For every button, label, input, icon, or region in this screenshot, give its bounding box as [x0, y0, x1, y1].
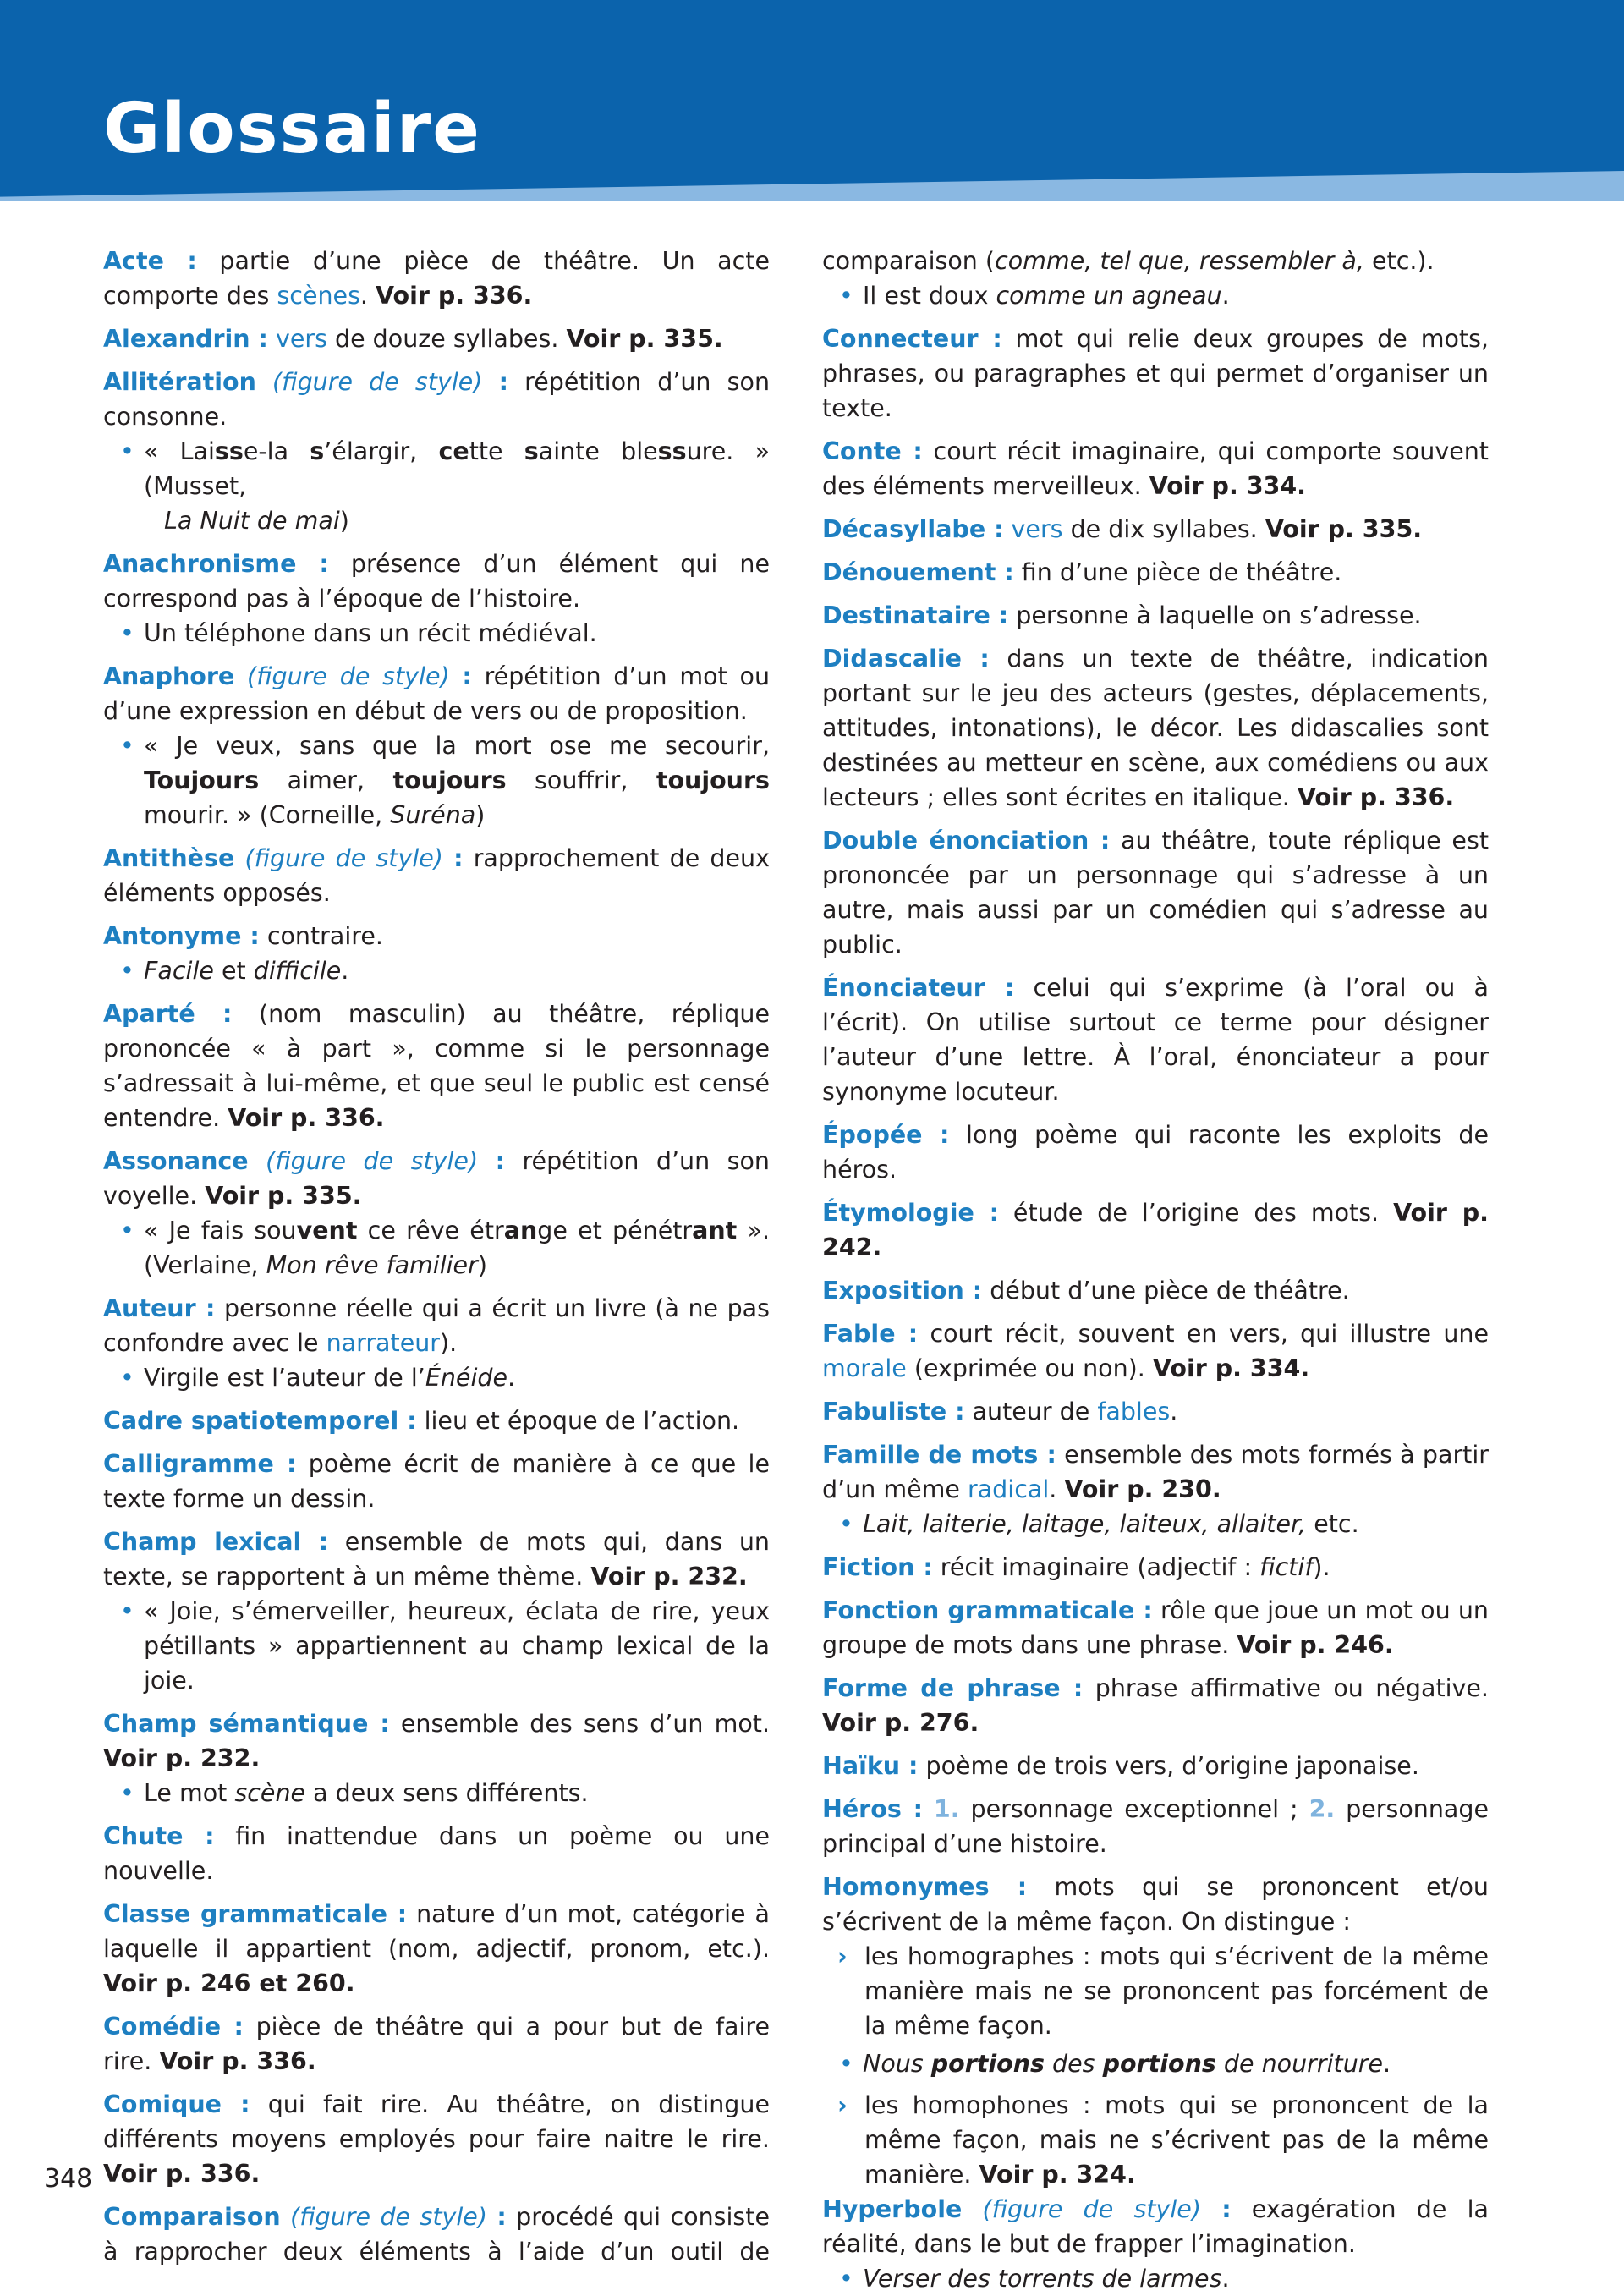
entry-text: nature d’un mot, catégorie à laquelle il appartient (nom, adjectif, pronom, etc.). [103, 1900, 770, 1963]
entry-text: lieu et époque de l’action. [416, 1407, 740, 1435]
entry-term: Calligramme : [103, 1450, 297, 1478]
example-text: e-la [243, 437, 310, 465]
example-italic: difficile [253, 957, 342, 985]
entry-text: personne réelle qui a écrit un livre (à ne pas confondre avec le [103, 1294, 770, 1357]
entry-text: ensemble de mots qui, dans un texte, se rapportent à un même thème. [103, 1528, 770, 1590]
page-ref: Voir p. 336. [376, 282, 533, 310]
entry-term: Assonance [103, 1147, 249, 1175]
entry-auteur [103, 1291, 770, 1360]
entry-note: (figure de style) [244, 844, 443, 872]
entry-colon: : [495, 1147, 505, 1175]
entry-text: personnage exceptionnel ; [959, 1795, 1309, 1823]
example-bold: s [524, 437, 539, 465]
cross-ref-link[interactable]: fables [1097, 1398, 1171, 1425]
entry-connecteur [822, 321, 1489, 426]
entry-text: qui fait rire. Au théâtre, on distingue différents moyens employés pour faire naitre le rire. [103, 2090, 770, 2153]
example-bold: s [310, 437, 325, 465]
entry-term: Dénouement : [822, 558, 1014, 586]
cross-ref-link[interactable]: vers [275, 325, 327, 353]
example-text: . [1221, 2265, 1230, 2293]
entry-acte [103, 244, 770, 313]
entry-term: Chute : [103, 1822, 215, 1850]
entry-comparaison-continued [822, 244, 1489, 278]
entry-text: . [1170, 1398, 1178, 1425]
page-ref: Voir p. 334. [1152, 1354, 1310, 1382]
example-italic: comme un agneau [996, 282, 1222, 310]
page-title: Glossaire [103, 89, 481, 169]
entry-exposition [822, 1273, 1489, 1308]
entry-text: . [359, 282, 376, 310]
entry-text: pièce de théâtre qui a pour but de faire rire. [103, 2013, 771, 2075]
example [822, 2261, 1489, 2296]
example-text: Un téléphone dans un récit médiéval. [144, 619, 597, 647]
cross-ref-link[interactable]: narrateur [326, 1329, 441, 1357]
entry-text: début d’une pièce de théâtre. [982, 1277, 1350, 1305]
example-text: « Joie, s’émerveiller, heureux, éclata de rire, yeux pétillants » appartiennent au champ lexical de la joie. [144, 1597, 770, 1695]
example-text: aimer, [259, 766, 393, 794]
example-italic: Mon rêve familier [266, 1251, 478, 1279]
sub-item-text: les homophones : mots qui se prononcent de la même façon, mais ne s’écrivent pas de la même manière. [864, 2091, 1489, 2189]
example-text: ». (Verlaine, [144, 1217, 770, 1279]
entry-fabuliste [822, 1394, 1489, 1429]
entry-champ-lexical [103, 1524, 770, 1594]
entry-colon: : [462, 662, 472, 690]
entry-double-enonciation [822, 823, 1489, 962]
entry-note: (figure de style) [290, 2203, 487, 2231]
entry-text: (exprimée ou non). [906, 1354, 1153, 1382]
entry-term: Héros : [822, 1795, 923, 1823]
entry-text: (nom masculin) au théâtre, réplique prononcée « à part », comme si le personnage s’adressait à lui-même, et que seul le public est censé entendre. [103, 1000, 770, 1132]
entry-text: procédé qui consiste à rapprocher deux éléments à l’aide d’un outil de [103, 2203, 770, 2266]
entry-etymologie [822, 1195, 1489, 1265]
entry-term: Comédie : [103, 2013, 244, 2041]
entry-term: Étymologie : [822, 1199, 999, 1227]
entry-italic: comme, tel que, ressembler à, [995, 247, 1364, 275]
example-text: Virgile est l’auteur de l’ [144, 1364, 425, 1392]
entry-classe [103, 1897, 770, 2001]
entry-text: étude de l’origine des mots. [999, 1199, 1394, 1227]
entry-fable [822, 1316, 1489, 1386]
example-bold: toujours [656, 766, 770, 794]
page-ref: Voir p. 334. [1149, 472, 1307, 500]
entry-text: mot qui relie deux groupes de mots, phrases, ou paragraphes et qui permet d’organiser un texte. [822, 325, 1489, 422]
example-bold: portions [1102, 2050, 1216, 2078]
entry-term: Alexandrin : [103, 325, 268, 353]
entry-text: récit imaginaire (adjectif : [932, 1553, 1260, 1581]
entry-term: Haïku : [822, 1752, 919, 1780]
example-italic: Nous [863, 2050, 931, 2078]
entry-destinataire [822, 598, 1489, 633]
example [103, 953, 770, 988]
entry-text: exagération de la réalité, dans le but de frapper l’imagination. [822, 2195, 1490, 2258]
example-text: « Lai [144, 437, 215, 465]
example [103, 616, 770, 651]
entry-text: répétition d’un mot ou d’une expression en début de vers ou de proposition. [103, 662, 771, 725]
entry-text: fin inattendue dans un poème ou une nouvelle. [103, 1822, 770, 1885]
page-ref: Voir p. 232. [590, 1563, 748, 1590]
entry-text: poème de trois vers, d’origine japonaise. [918, 1752, 1419, 1780]
entry-famille-de-mots [822, 1437, 1489, 1507]
entry-conte [822, 434, 1489, 503]
entry-term: Exposition : [822, 1277, 983, 1305]
page-ref: Voir p. 335. [566, 325, 723, 353]
entry-term: Champ sémantique : [103, 1710, 390, 1738]
example-text: « Je veux, sans que la mort ose me secourir, [144, 732, 770, 760]
entry-text: comparaison ( [822, 247, 996, 275]
page-ref: Voir p. 336. [228, 1104, 385, 1132]
entry-term: Double énonciation : [822, 827, 1111, 854]
cross-ref-link[interactable]: vers [1011, 515, 1063, 543]
cross-ref-link[interactable]: radical [968, 1475, 1050, 1503]
example [103, 1213, 770, 1283]
header-band [0, 0, 1624, 200]
example-text: ) [477, 1251, 487, 1279]
chevron-right-icon: › [837, 1942, 848, 1970]
entry-antithese [103, 841, 770, 910]
example-text: tte [469, 437, 524, 465]
example [103, 1594, 770, 1698]
entry-term: Anaphore [103, 662, 235, 690]
example [103, 434, 770, 538]
entry-champ-semantique [103, 1706, 770, 1776]
page-ref: Voir p. 246. [1237, 1631, 1394, 1659]
entry-term: Aparté : [103, 1000, 233, 1028]
entry-text: fin d’une pièce de théâtre. [1013, 558, 1342, 586]
entry-fonction-grammaticale [822, 1593, 1489, 1662]
example-bold: Toujours [144, 766, 260, 794]
sense-number: 2. [1309, 1795, 1336, 1823]
sub-item-text: les homographes : mots qui s’écrivent de la même manière mais ne se prononcent pas forcément de la même façon. [864, 1942, 1489, 2040]
entry-colon: : [453, 844, 464, 872]
entry-text: court récit imaginaire, qui comporte souvent des éléments merveilleux. [822, 437, 1489, 500]
page-ref: Voir p. 336. [103, 2160, 261, 2188]
entry-term: Antonyme : [103, 922, 260, 950]
entry-term: Didascalie : [822, 645, 990, 673]
entry-alexandrin [103, 321, 770, 356]
example-bold: ss [214, 437, 244, 465]
entry-epopee [822, 1118, 1489, 1187]
sub-item-homophones [822, 2088, 1489, 2192]
entry-term: Fabuliste : [822, 1398, 965, 1425]
entry-anachronisme [103, 547, 770, 616]
entry-chute [103, 1819, 770, 1888]
entry-comedie [103, 2009, 770, 2079]
example-text: « Je fais sou [144, 1217, 297, 1244]
entry-italic: fictif [1259, 1553, 1314, 1581]
entry-fiction [822, 1550, 1489, 1585]
entry-haiku [822, 1749, 1489, 1783]
entry-text: court récit, souvent en vers, qui illustre une [918, 1320, 1489, 1348]
page-ref: Voir p. 246 et 260. [103, 1969, 355, 1997]
page-ref: Voir p. 335. [205, 1182, 362, 1210]
entry-text: mots qui se prononcent et/ou s’écrivent de la même façon. On distingue : [822, 1873, 1489, 1936]
entry-text: dans un texte de théâtre, indication portant sur le jeu des acteurs (gestes, déplacements, attitudes, intonations), le décor. Les didascalies sont destinées au metteur en scène, aux comédiens ou aux lecteurs ; elles sont écrites en italique. [822, 645, 1489, 811]
right-column [822, 244, 1489, 2296]
example-text: et [213, 957, 254, 985]
entry-note: (figure de style) [247, 662, 450, 690]
entry-text: celui qui s’exprime (à l’oral ou à l’écrit). On utilise surtout ce terme pour désigner l’auteur d’une lettre. À l’oral, énonciateur a pour synonyme locuteur. [822, 974, 1489, 1106]
entry-denouement [822, 555, 1489, 590]
entry-text: phrase affirmative ou négative. [1083, 1674, 1489, 1702]
page-ref: Voir p. 230. [1064, 1475, 1221, 1503]
page-ref: Voir p. 232. [103, 1744, 261, 1772]
example-text: ure. » (Musset, [144, 437, 771, 500]
example-italic: Lait, laiterie, laitage, laiteux, allaiter, [863, 1510, 1307, 1538]
example [822, 278, 1489, 313]
example-bold: ant [692, 1217, 738, 1244]
entry-text: au théâtre, toute réplique est prononcée par un personnage qui s’adresse à un autre, mais aussi par un comédien qui s’adresse au public. [822, 827, 1489, 958]
example-bold: ss [657, 437, 687, 465]
entry-term: Fonction grammaticale : [822, 1596, 1153, 1624]
example-text: a deux sens différents. [305, 1779, 589, 1807]
example-text: Le mot [144, 1779, 235, 1807]
sub-item-homographes [822, 1939, 1489, 2043]
example-bold: ce [438, 437, 469, 465]
example-text: souffrir, [506, 766, 656, 794]
entry-text: auteur de [964, 1398, 1098, 1425]
example-text: Il est doux [863, 282, 996, 310]
entry-comique [103, 2087, 770, 2191]
chevron-right-icon: › [837, 2091, 848, 2119]
entry-note: (figure de style) [982, 2195, 1201, 2223]
entry-text: répétition d’un son consonne. [103, 368, 771, 431]
spacer [268, 325, 276, 353]
entry-term: Fable : [822, 1320, 919, 1348]
example [822, 2046, 1489, 2081]
example-text: . [1383, 2050, 1391, 2078]
entry-anaphore [103, 659, 770, 728]
entry-term: Épopée : [822, 1121, 950, 1149]
entry-didascalie [822, 641, 1489, 815]
entry-forme-de-phrase [822, 1671, 1489, 1740]
example-italic: Énéide [425, 1364, 508, 1392]
entry-term: Hyperbole [822, 2195, 963, 2223]
example-text: mourir. » (Corneille, [144, 801, 391, 829]
entry-term: Classe grammaticale : [103, 1900, 408, 1928]
example-italic: des [1045, 2050, 1103, 2078]
entry-term: Connecteur : [822, 325, 1002, 353]
example-italic: Verser des torrents de larmes [863, 2265, 1222, 2293]
entry-text: répétition d’un son voyelle. [103, 1147, 770, 1210]
example-italic: Suréna [390, 801, 476, 829]
entry-homonymes [822, 1870, 1489, 1939]
entry-heros [822, 1792, 1489, 1861]
entry-term: Champ lexical : [103, 1528, 329, 1556]
entry-term: Auteur : [103, 1294, 216, 1322]
entry-text: poème écrit de manière à ce que le texte forme un dessin. [103, 1450, 771, 1513]
entry-text: . [1049, 1475, 1065, 1503]
page-ref: Voir p. 242. [822, 1199, 1489, 1261]
example [822, 1507, 1489, 1541]
example-text: . [508, 1364, 516, 1392]
cross-ref-link[interactable]: morale [822, 1354, 907, 1382]
entry-calligramme [103, 1447, 770, 1516]
entry-assonance [103, 1144, 770, 1213]
header-stripe [0, 171, 1624, 201]
entry-term: Décasyllabe : [822, 515, 1004, 543]
entry-colon: : [497, 2203, 507, 2231]
entry-term: Antithèse [103, 844, 235, 872]
entry-term: Conte : [822, 437, 923, 465]
example [103, 1360, 770, 1395]
entry-text: rôle que joue un mot ou un groupe de mots dans une phrase. [822, 1596, 1489, 1659]
example-text: ce rêve étr [357, 1217, 504, 1244]
entry-term: Énonciateur : [822, 974, 1015, 1002]
example-italic: scène [234, 1779, 306, 1807]
example-text: . [341, 957, 349, 985]
entry-term: Fiction : [822, 1553, 933, 1581]
example-text: ) [475, 801, 486, 829]
entry-text: présence d’un élément qui ne correspond pas à l’époque de l’histoire. [103, 550, 770, 612]
entry-colon: : [498, 368, 508, 396]
entry-alliteration [103, 365, 770, 434]
page-ref: Voir p. 276. [822, 1709, 979, 1737]
entry-text: etc.). [1363, 247, 1435, 275]
entry-term: Destinataire : [822, 601, 1009, 629]
entry-note: (figure de style) [266, 1147, 479, 1175]
entry-decasyllabe [822, 512, 1489, 547]
entry-term: Comparaison [103, 2203, 281, 2231]
entry-comparaison [103, 2200, 770, 2269]
example-italic: de nourriture [1215, 2050, 1384, 2078]
entry-term: Acte : [103, 247, 197, 275]
spacer [1003, 515, 1011, 543]
entry-antonyme [103, 919, 770, 953]
left-column [103, 244, 770, 2277]
entry-text: ensemble des sens d’un mot. [389, 1710, 771, 1738]
example-italic: La Nuit de mai [164, 507, 340, 535]
entry-text: personnage principal d’une histoire. [822, 1795, 1490, 1858]
entry-text: ). [440, 1329, 458, 1357]
entry-text: de douze syllabes. [326, 325, 567, 353]
entry-text: rapprochement de deux éléments opposés. [103, 844, 770, 907]
example-text: ’élargir, [324, 437, 439, 465]
example-bold: toujours [392, 766, 507, 794]
example-text: etc. [1306, 1510, 1359, 1538]
example-text: ge et pénétr [537, 1217, 693, 1244]
example-bold: portions [930, 2050, 1045, 2078]
entry-aparte [103, 997, 770, 1135]
example-bold: an [503, 1217, 538, 1244]
entry-hyperbole [822, 2192, 1489, 2261]
entry-term: Famille de mots : [822, 1441, 1056, 1469]
example [103, 1776, 770, 1810]
entry-note: (figure de style) [272, 368, 483, 396]
example-text: ainte ble [538, 437, 658, 465]
entry-cadre [103, 1403, 770, 1438]
page-number: 348 [44, 2164, 93, 2194]
page-ref: Voir p. 324. [979, 2161, 1136, 2189]
example-text: ) [339, 507, 349, 535]
example-bold: vent [296, 1217, 358, 1244]
sense-number: 1. [933, 1795, 960, 1823]
entry-colon: : [1221, 2195, 1232, 2223]
page-ref: Voir p. 336. [159, 2047, 316, 2075]
entry-text: partie d’une pièce de théâtre. Un acte comporte des [103, 247, 770, 310]
entry-text: de dix syllabes. [1062, 515, 1265, 543]
entry-term: Allitération [103, 368, 256, 396]
example [103, 728, 770, 832]
entry-term: Homonymes : [822, 1873, 1028, 1901]
example-text: . [1221, 282, 1230, 310]
entry-text: long poème qui raconte les exploits de héros. [822, 1121, 1489, 1184]
entry-text: contraire. [259, 922, 383, 950]
cross-ref-link[interactable]: scènes [277, 282, 360, 310]
page-ref: Voir p. 335. [1265, 515, 1423, 543]
entry-term: Anachronisme : [103, 550, 329, 578]
entry-enonciateur [822, 970, 1489, 1109]
entry-term: Cadre spatiotemporel : [103, 1407, 417, 1435]
entry-text: ensemble des mots formés à partir d’un même [822, 1441, 1489, 1503]
entry-term: Forme de phrase : [822, 1674, 1084, 1702]
entry-text: personne à laquelle on s’adresse. [1008, 601, 1422, 629]
entry-term: Comique : [103, 2090, 250, 2118]
page-ref: Voir p. 336. [1297, 783, 1455, 811]
entry-text: ). [1313, 1553, 1330, 1581]
example-italic: Facile [144, 957, 214, 985]
